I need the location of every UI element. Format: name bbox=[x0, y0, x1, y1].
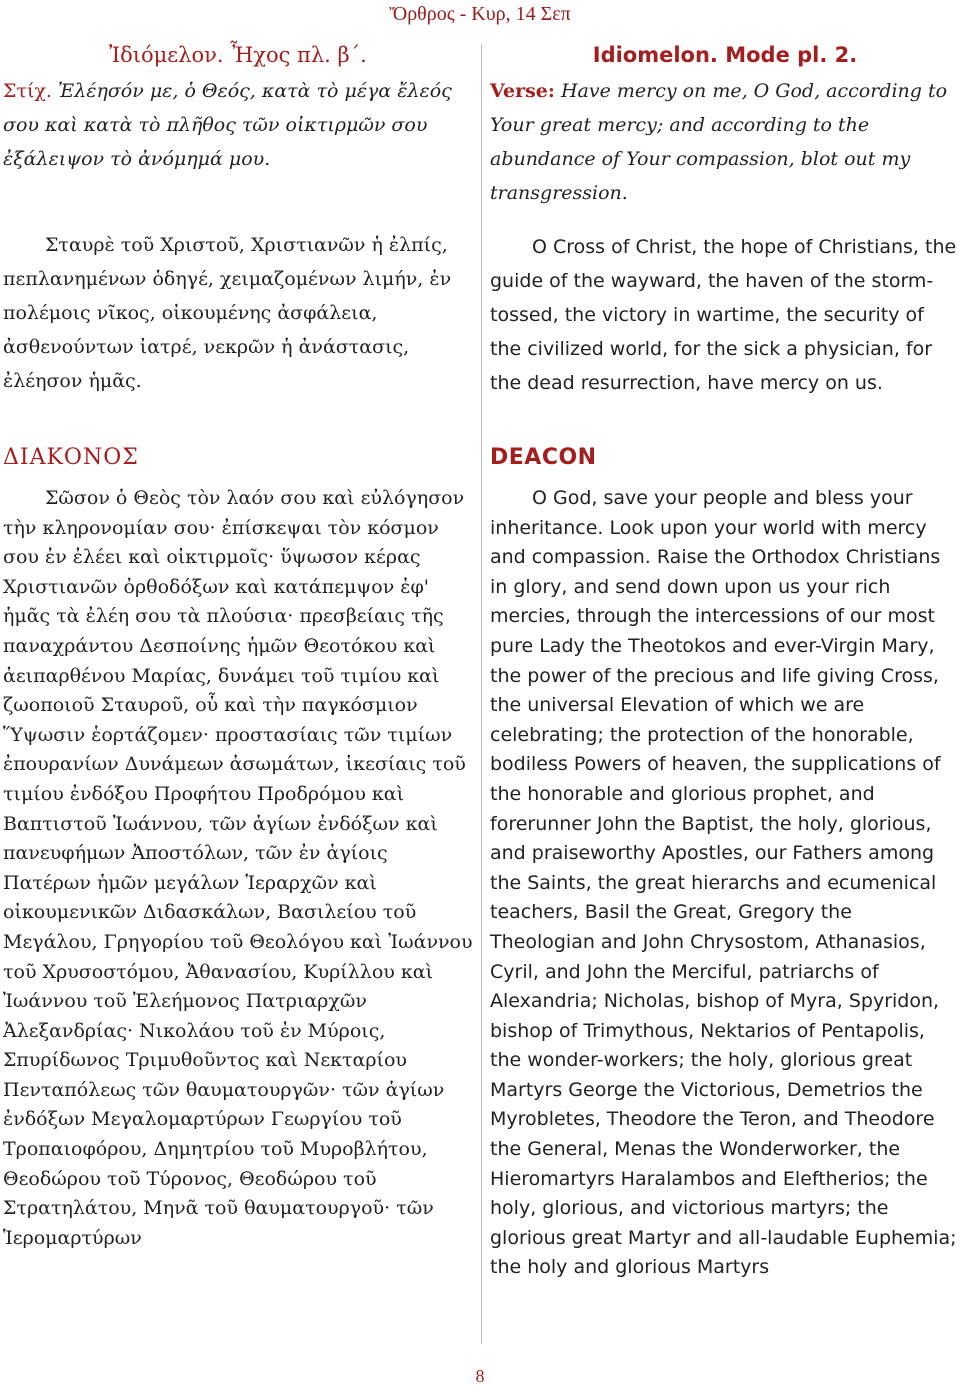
greek-verse-text: Ἐλέησόν με, ὁ Θεός, κατὰ τὸ μέγα ἔλεός σου καὶ κατὰ τὸ πλῆθος τῶν οἰκτιρμῶν σου ἐξάλειψον τὸ ἀνόμημά μου. bbox=[3, 80, 452, 170]
greek-column bbox=[3, 40, 473, 1249]
greek-section-title: ΔΙΑΚΟΝΟΣ bbox=[3, 445, 139, 470]
greek-heading: Ἰδιόμελον. Ἦχος πλ. β΄. bbox=[109, 43, 367, 67]
column-divider bbox=[481, 44, 482, 1344]
english-column bbox=[490, 40, 960, 1279]
greek-verse bbox=[3, 74, 473, 176]
page-number: 8 bbox=[475, 1366, 485, 1386]
greek-hymn-paragraph: Σταυρὲ τοῦ Χριστοῦ, Χριστιανῶν ἡ ἐλπίς, πεπλανημένων ὁδηγέ, χειμαζομένων λιμήν, ἐν πολέμοις νῖκος, οἰκουμένης ἀσφάλεια, ἀσθενούντων ἰατρέ, νεκρῶν ἡ ἀνάστασις, ἐλέησον ἡμᾶς. bbox=[3, 234, 452, 392]
english-verse bbox=[490, 74, 960, 210]
greek-deacon-paragraph: Σῶσον ὁ Θεὸς τὸν λαόν σου καὶ εὐλόγησον τὴν κληρονομίαν σου· ἐπίσκεψαι τὸν κόσμον σου ἐν ἐλέει καὶ οἰκτιρμοῖς· ὕψωσον κέρας Χριστιανῶν ὀρθοδόξων καὶ κατάπεμψον ἐφ' ἡμᾶς τὰ ἐλέη σου τὰ πλούσια· πρεσβείαις τῆς παναχράντου Δεσποίνης ἡμῶν Θεοτόκου καὶ ἀειπαρθένου Μαρίας, δυνάμει τοῦ τιμίου καὶ ζωοποιοῦ Σταυροῦ, οὗ καὶ τὴν παγκόσμιον Ὕψωσιν ἑορτάζομεν· προστασίαις τῶν τιμίων ἐπουρανίων Δυνάμεων ἀσωμάτων, ἱκεσίαις τοῦ τιμίου ἐνδόξου Προφήτου Προδρόμου καὶ Βαπτιστοῦ Ἰωάννου, τῶν ἁγίων ἐνδόξων καὶ πανευφήμων Ἀποστόλων, τῶν ἐν ἁγίοις Πατέρων ἡμῶν μεγάλων Ἱεραρχῶν καὶ οἰκουμενικῶν Διδασκάλων, Βασιλείου τοῦ Μεγάλου, Γρηγορίου τοῦ Θεολόγου καὶ Ἰωάννου τοῦ Χρυσοστόμου, Ἀθανασίου, Κυρίλλου καὶ Ἰωάννου τοῦ Ἐλεήμονος Πατριαρχῶν Ἀλεξανδρίας· Νικολάου τοῦ ἐν Μύροις, Σπυρίδωνος Τριμυθοῦντος καὶ Νεκταρίου Πενταπόλεως τῶν θαυματουργῶν· τῶν ἁγίων ἐνδόξων Μεγαλομαρτύρων Γεωργίου τοῦ Τροπαιοφόρου, Δημητρίου τοῦ Μυροβλήτου, Θεοδώρου τοῦ Τύρονος, Θεοδώρου τοῦ Στρατηλάτου, Μηνᾶ τοῦ θαυματουργοῦ· τῶν Ἱερομαρτύρων bbox=[3, 487, 473, 1249]
english-verse-text: Have mercy on me, O God, according to Your great mercy; and according to the abundance of Your compassion, blot out my transgression. bbox=[490, 80, 948, 204]
running-header: Ὄρθρος - Κυρ, 14 Σεπ bbox=[389, 3, 571, 25]
english-heading: Idiomelon. Mode pl. 2. bbox=[592, 43, 858, 67]
english-verse-label: Verse: bbox=[490, 80, 555, 102]
english-hymn-paragraph: O Cross of Christ, the hope of Christians, the guide of the wayward, the haven of the storm-tossed, the victory in wartime, the security of the civilized world, for the sick a physician, for the dead resurrection, have mercy on us. bbox=[490, 236, 957, 394]
greek-verse-label: Στίχ. bbox=[3, 80, 52, 102]
english-deacon-paragraph: O God, save your people and bless your inheritance. Look upon your world with mercy and compassion. Raise the Orthodox Christians in glory, and send down upon us your rich mercies, through the intercessions of our most pure Lady the Theotokos and ever-Virgin Mary, the power of the precious and life giving Cross, the universal Elevation of which we are celebrating; the protection of the honorable, bodiless Powers of heaven, the supplications of the honorable and glorious prophet, and forerunner John the Baptist, the holy, glorious, and praiseworthy Apostles, our Fathers among the Saints, the great hierarchs and ecumenical teachers, Basil the Great, Gregory the Theologian and John Chrysostom, Athanasios, Cyril, and John the Merciful, patriarchs of Alexandria; Nicholas, bishop of Myra, Spyridon, bishop of Trimythous, Nektarios of Pentapolis, the wonder-workers; the holy, glorious great Martyrs George the Victorious, Demetrios the Myrobletes, Theodore the Teron, and Theodore the General, Menas the Wonderworker, the Hieromartyrs Haralambos and Eleftherios; the holy, glorious, and victorious martyrs; the glorious great Martyr and all-laudable Euphemia; the holy and glorious Martyrs bbox=[490, 487, 957, 1279]
english-section-title: DEACON bbox=[490, 445, 597, 470]
